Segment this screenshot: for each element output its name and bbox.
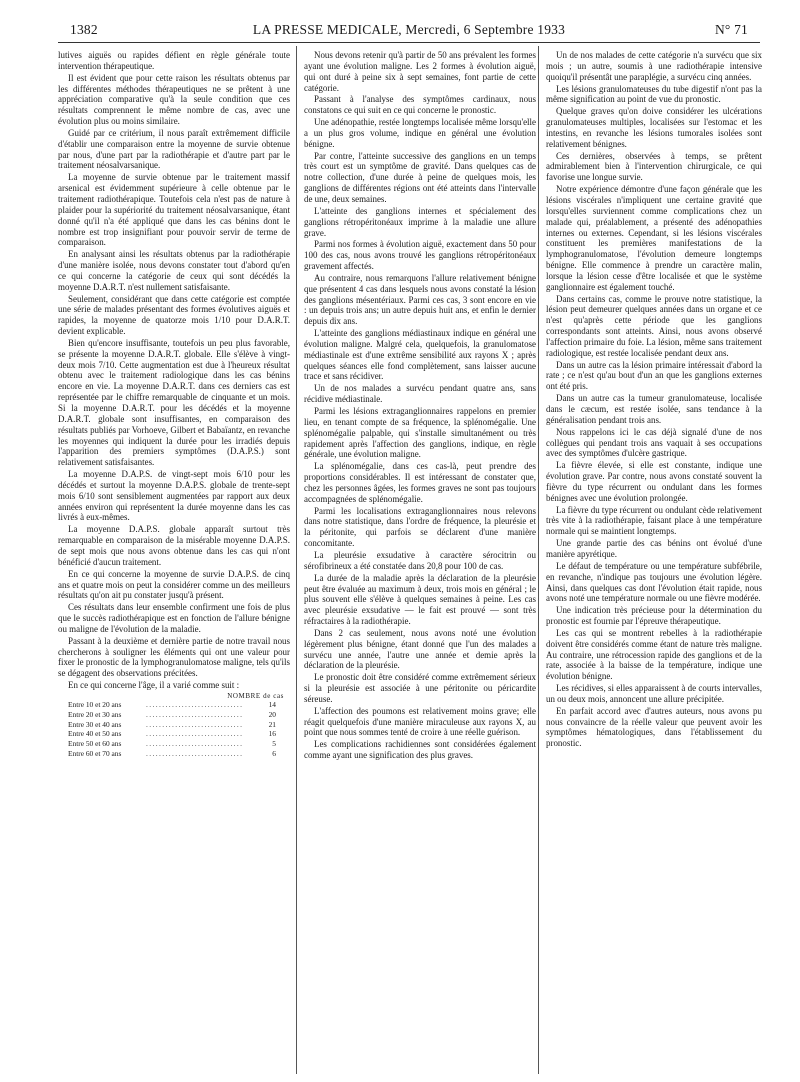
paragraph: Nous rappelons ici le cas déjà signalé d'une de nos collègues qui pendant trois ans vaquait à ses occupations avec des symptômes d'ulcère gastrique.	[546, 426, 762, 459]
age-table-row	[58, 749, 290, 759]
age-range: Entre 10 et 20 ans	[68, 699, 122, 709]
age-table-row	[58, 720, 290, 730]
case-count: 14	[268, 699, 276, 709]
paragraph: Passant à la deuxième et dernière partie de notre travail nous chercherons à souligner les éléments qui ont une valeur pour fixer le pronostic de la lymphogranulomatose maligne, tels qu'ils se dégagent des observations précitées.	[58, 635, 290, 679]
paragraph: Guidé par ce critérium, il nous paraît extrêmement difficile d'établir une comparaison entre la moyenne de survie obtenue par nous, d'une part par la radiothérapie et d'autre part par le traitement néosalvarsanique.	[58, 127, 290, 171]
paragraph: La fièvre du type récurrent ou ondulant cède relativement très vite à la radiothérapie, faisant place à une température normale qui se maintient longtemps.	[546, 504, 762, 537]
paragraph: En ce qui concerne la moyenne de survie D.A.P.S. de cinq ans et quatre mois on peut la considérer comme un des meilleurs résultats qu'on ait pu constater jusqu'à présent.	[58, 568, 290, 601]
paragraph: Au contraire, nous remarquons l'allure relativement bénigne que présentent 4 cas dans lesquels nous avons constaté la lésion des ganglions mésentériaux. Parmi ces cas, 3 sont encore en vie : un depuis trois ans; un autre depuis huit ans, et enfin le dernier depuis dix ans.	[304, 272, 536, 327]
paragraph: Seulement, considérant que dans cette catégorie est comptée une série de malades présentant des formes évolutives aiguës et rapides, la moyenne de quatorze mois 1/10 pour D.A.R.T. devient explicable.	[58, 293, 290, 337]
case-count: 16	[268, 729, 276, 739]
paragraph: La moyenne D.A.P.S. de vingt-sept mois 6/10 pour les décédés et surtout la moyenne D.A.P.S. globale de trente-sept mois 6/10 sont sensiblement augmentées par rapport aux deux années environ qui représentent la durée moyenne dans les cas livrés à eux-mêmes.	[58, 469, 290, 523]
paragraph: Une indication très précieuse pour la détermination du pronostic est fournie par l'épreuve thérapeutique.	[546, 605, 762, 627]
age-table-row	[58, 739, 290, 749]
age-table-row	[58, 729, 290, 739]
paragraph: Notre expérience démontre d'une façon générale que les lésions viscérales n'impliquent une certaine gravité que lorsqu'elles surviennent comme complications chez un malade qui, préalablement, a présenté des adénopathies internes ou externes. Cependant, si les lésions viscérales constituent les premières manifestations de la lymphogranulomatose, l'évolution demeure longtemps bénigne. Elle commence à prendre un caractère malin, lorsque la lésion cesse d'être localisée et que le système ganglionnaire est également touché.	[546, 184, 762, 292]
leader-dots: ..............................	[146, 699, 244, 709]
paragraph: Nous devons retenir qu'à partir de 50 ans prévalent les formes ayant une évolution maligne. Les 2 formes à évolution aiguë, qui ont duré à peine six à sept semaines, font partie de cette catégorie.	[304, 50, 536, 93]
page-number: 1382	[70, 22, 98, 37]
paragraph: Passant à l'analyse des symptômes cardinaux, nous constatons ce qui suit en ce qui concerne le pronostic.	[304, 94, 536, 116]
case-count: 20	[268, 709, 276, 719]
case-count: 5	[272, 739, 276, 749]
leader-dots: ..............................	[146, 729, 244, 739]
paragraph: Il est évident que pour cette raison les résultats obtenus par les différentes méthodes thérapeutiques ne se prêtent à une appréciation comparative qu'à la seule condition que ces résultats comprennent le même nombre de cas, avec une évolution plus ou moins similaire.	[58, 72, 290, 127]
column-2	[304, 50, 536, 1076]
age-range: Entre 30 et 40 ans	[68, 719, 122, 729]
column-1	[58, 50, 290, 1076]
paragraph: Une grande partie des cas bénins ont évolué d'une manière apyrétique.	[546, 538, 762, 559]
header-rule	[58, 42, 760, 43]
leader-dots: ..............................	[146, 739, 244, 749]
case-count: 6	[272, 748, 276, 758]
paragraph: Quelque graves qu'on doive considérer les ulcérations granulomateuses multiples, localisées sur l'estomac et les intestins, en revanche les lésions tumorales isolées sont relativement bénignes.	[546, 106, 762, 149]
paragraph: Un de nos malades de cette catégorie n'a survécu que six mois ; un autre, soumis à une radiothérapie intensive quoiqu'il présentât une paraplégie, a survécu cinq années.	[546, 50, 762, 82]
page-header	[70, 16, 748, 38]
age-range: Entre 60 et 70 ans	[68, 748, 122, 758]
paragraph: Les complications rachidiennes sont considérées également comme ayant une signification des plus graves.	[304, 739, 536, 761]
paragraph: Par contre, l'atteinte successive des ganglions en un temps très court est un symptôme de gravité. Dans quelques cas de notre collection, d'une durée à peine de quelques mois, les ganglions de différentes régions ont été atteints dans l'intervalle de une, deux semaines.	[304, 150, 536, 204]
paragraph: La durée de la maladie après la déclaration de la pleurésie peut être évaluée au maximum à deux, trois mois en général ; le plus souvent elle s'élève à quelques semaines à peine. Les cas avec pleurésie exsudative — le fait est prouvé — sont très réfractaires à la radiothérapie.	[304, 572, 536, 627]
age-table-header: NOMBRE de cas	[227, 691, 284, 700]
paragraph: L'atteinte des ganglions internes et spécialement des ganglions rétropéritonéaux imprime à la maladie une allure grave.	[304, 205, 536, 238]
paragraph: Les cas qui se montrent rebelles à la radiothérapie doivent être considérés comme étant de nature très maligne. Au contraire, une rétrocession rapide des ganglions et de la rate, associée à la baisse de la température, indique une évolution bénigne.	[546, 627, 762, 682]
age-range: Entre 20 et 30 ans	[68, 709, 122, 719]
paragraph: En ce qui concerne l'âge, il a varié comme suit :	[68, 680, 240, 691]
paragraph: Le défaut de température ou une température subfébrile, en revanche, n'indique pas toujours une évolution légère. Ainsi, dans quelques cas dont l'évolution était rapide, nous avons noté une température normale ou une fièvre modérée.	[546, 560, 762, 604]
paragraph: L'atteinte des ganglions médiastinaux indique en général une évolution maligne. Malgré cela, quelquefois, la granulomatose médiastinale est d'une extrême sensibilité aux rayons X ; après quelques séances elle fond complètement, sans laisser aucune trace et sans récidiver.	[304, 328, 536, 382]
paragraph: Les lésions granulomateuses du tube digestif n'ont pas la même signification au point de vue du pronostic.	[546, 83, 762, 105]
paragraph: La moyenne D.A.P.S. globale apparaît surtout très remarquable en comparaison de la misérable moyenne D.A.P.S. de sept mois que nous avons obtenue dans les cas qui n'ont bénéficié d'aucun traitement.	[58, 524, 290, 567]
age-range: Entre 40 et 50 ans	[68, 729, 122, 739]
paragraph: La fièvre élevée, si elle est constante, indique une évolution grave. Par contre, nous avons constaté souvent la fièvre du type récurrent ou ondulant dans les formes bénignes avec une évolution prolongée.	[546, 460, 762, 503]
journal-title: LA PRESSE MEDICALE, Mercredi, 6 Septembre 1933	[252, 22, 566, 37]
paragraph: Ces dernières, observées à temps, se prêtent admirablement bien à l'intervention chirurgicale, ce qui favorise une longue survie.	[546, 150, 762, 183]
paragraph: Parmi nos formes à évolution aiguë, exactement dans 50 pour 100 des cas, nous avons trouvé les ganglions rétropéritonéaux gravement affectés.	[304, 239, 536, 272]
column-3	[546, 50, 762, 1076]
leader-dots: ..............................	[146, 719, 244, 729]
paragraph: Un de nos malades a survécu pendant quatre ans, sans récidive médiastinale.	[304, 383, 536, 405]
paragraph: Les récidives, si elles apparaissent à de courts intervalles, un ou deux mois, annoncent une allure précipitée.	[546, 683, 762, 704]
paragraph: En analysant ainsi les résultats obtenus par la radiothérapie d'une manière isolée, nous devons constater tout d'abord qu'en ce qui concerne la catégorie de ceux qui sont décédés la moyenne D.A.R.T. n'est nullement satisfaisante.	[58, 249, 290, 292]
paragraph: En parfait accord avec d'autres auteurs, nous avons pu nous convaincre de la réelle valeur que peuvent avoir les symptômes hématologiques, dans l'établissement du pronostic.	[546, 705, 762, 749]
age-table	[58, 700, 290, 759]
paragraph: La pleurésie exsudative à caractère sérocitrin ou sérofibrineux a été constatée dans 20,8 pour 100 de cas.	[304, 549, 536, 571]
paragraph: L'affection des poumons est relativement moins grave; elle réagit quelquefois d'une manière miraculeuse aux rayons X, au point que nous sommes tenté de croire à une réelle guérison.	[304, 705, 536, 738]
age-range: Entre 50 et 60 ans	[68, 739, 122, 749]
paragraph: Le pronostic doit être considéré comme extrêmement sérieux si la pleurésie est associée à une péritonite ou péricardite séreuse.	[304, 672, 536, 704]
paragraph: Ces résultats dans leur ensemble confirment une fois de plus que le succès radiothérapique est en fonction de l'allure bénigne ou maligne de l'évolution de la maladie.	[58, 602, 290, 634]
age-table-row	[58, 700, 290, 710]
paragraph: Dans un autre cas la lésion primaire intéressait d'abord la rate ; ce n'est qu'au bout d'un an que les ganglions externes ont été pris.	[546, 359, 762, 392]
issue-number: N° 71	[714, 22, 748, 37]
case-count: 21	[268, 719, 276, 729]
paragraph: La moyenne de survie obtenue par le traitement massif arsenical est évidemment supérieure à celle obtenue par le traitement radiothérapique. Toutefois cela n'est pas de nature à plaider pour la supériorité du traitement néosalvarsanique, étant donné qu'il n'a été appliqué que dans les cas bénins dont le nombre est trop insignifiant pour pouvoir servir de terme de comparaison.	[58, 172, 290, 248]
column-divider	[538, 46, 539, 1074]
paragraph: Bien qu'encore insuffisante, toutefois un peu plus favorable, se présente la moyenne D.A.R.T. globale. Elle s'élève à vingt-deux mois 7/10. Cette augmentation est due à l'heureux résultat obtenu avec le traitement radiologique dans les cas bénins encore en vie. La moyenne D.A.R.T. dans ces derniers cas est représentée par le chiffre remarquable de cinquante et un mois. Si la moyenne D.A.R.T. pour les décédés et la moyenne D.A.R.T. globale sont insuffisantes, en comparaison des résultats publiés par Vorhoeve, Gilbert et Babaïantz, en revanche les moyennes qui indiquent la durée pour les irradiés depuis l'apparition des premiers symptômes (D.A.P.S.) sont relativement satisfaisantes.	[58, 337, 290, 468]
age-table-row	[58, 710, 290, 720]
column-divider	[296, 46, 297, 1074]
paragraph: Parmi les lésions extraganglionnaires rappelons en premier lieu, en tenant compte de sa fréquence, la splénomégalie. Une splénomégalie palpable, qui s'installe simultanément ou très rapidement après l'affection des ganglions, indique, en règle générale, une évolution maligne.	[304, 406, 536, 460]
paragraph: Dans un autre cas la tumeur granulomateuse, localisée dans le cæcum, est restée isolée, sans tendance à la généralisation pendant trois ans.	[546, 393, 762, 425]
paragraph: Une adénopathie, restée longtemps localisée même lorsqu'elle a un plus gros volume, indique en général une évolution bénigne.	[304, 117, 536, 149]
leader-dots: ..............................	[146, 709, 244, 719]
paragraph: Parmi les localisations extraganglionnaires nous relevons dans notre statistique, dans l'ordre de fréquence, la pleurésie et la péritonite, qui parfois se déclarent d'une manière concomitante.	[304, 505, 536, 549]
paragraph: Dans 2 cas seulement, nous avons noté une évolution légèrement plus bénigne, étant donné que l'un des malades a survécu une année, l'autre une année et demie après la déclaration de la pleurésie.	[304, 627, 536, 671]
paragraph: Dans certains cas, comme le prouve notre statistique, la lésion peut demeurer quelques années dans un organe et ce n'est qu'après cette période que les ganglions correspondants sont atteints. Ainsi, nous avons observé l'affection primaire du foie. La lésion, même sans traitement radiologique, est restée localisée pendant deux ans.	[546, 293, 762, 358]
paragraph: lutives aiguës ou rapides défient en règle générale toute intervention thérapeutique.	[58, 50, 290, 71]
paragraph: La splénomégalie, dans ces cas-là, peut prendre des proportions considérables. Il est intéressant de constater que, chez les personnes âgées, les formes graves ne sont pas toujours accompagnées de splénomégalie.	[304, 461, 536, 504]
leader-dots: ..............................	[146, 748, 244, 758]
